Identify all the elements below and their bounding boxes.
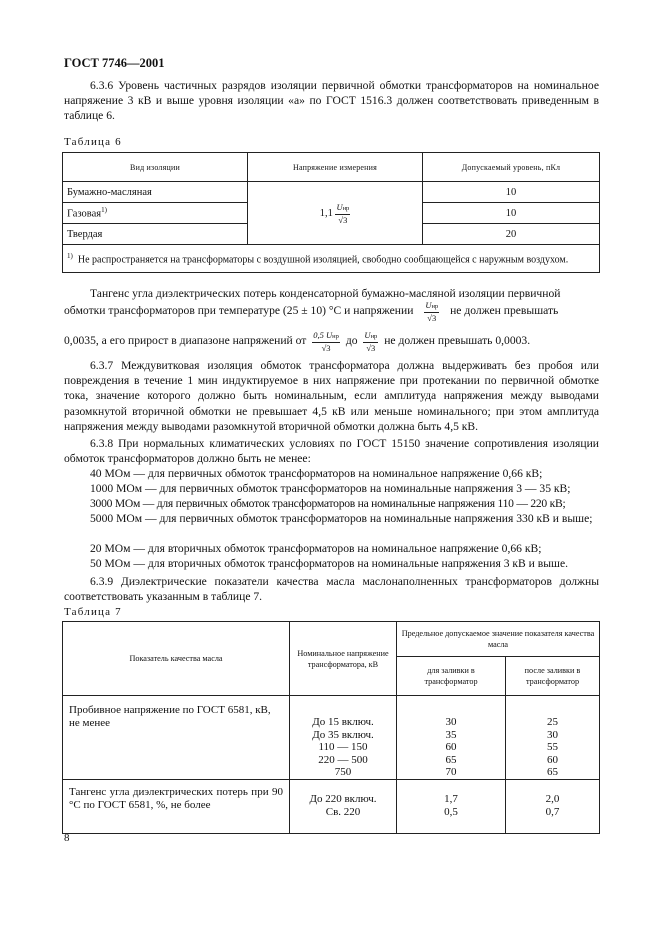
table6-row-level: 20	[423, 224, 600, 245]
table7-row-after: 25 30 55 60 65	[506, 696, 600, 780]
table7-row-after: 2,0 0,7	[506, 779, 600, 833]
table6-row-type: Газовая$^{1)}$	[63, 203, 248, 224]
table7-header-indicator: Показатель качества масла	[63, 622, 290, 696]
paragraph-6-3-8: 6.3.8 При нормальных климатических условиях по ГОСТ 15150 значение сопротивления изоляции обмоток трансформаторов должно быть не менее:	[64, 437, 599, 466]
table7-row-indicator: Пробивное напряжение по ГОСТ 6581, кВ, не менее	[63, 696, 290, 780]
table-7	[62, 621, 600, 834]
table7-header-after: после заливки в трансформатор	[506, 657, 600, 696]
unr-fraction: $\frac{\text{Uнр}}{√3}$	[364, 330, 378, 353]
table7-row-voltages: До 15 включ. До 35 включ. 110 — 150 220 — 500 750	[290, 696, 397, 780]
table7-header-before: для заливки в трансформатор	[397, 657, 506, 696]
table6-header-level: Допускаемый уровень, пКл	[423, 153, 600, 182]
table6-header-type: Вид изоляции	[63, 153, 248, 182]
table6-header-voltage: Напряжение измерения	[248, 153, 423, 182]
table6-row-level: 10	[423, 203, 600, 224]
tangent-line-3: 0,0035, а его прирост в диапазоне напряжений от $\frac{\text{0,5 Uнр}}{√3}$ до $\frac{\text{Uнр}}{√3}$ не должен превышать 0,0003.	[64, 330, 531, 353]
tangent-paragraph: Тангенс угла диэлектрических потерь конденсаторной бумажно-масляной изоляции первичной	[90, 287, 561, 300]
table6-row-type: Бумажно-масляная	[63, 182, 248, 203]
document-header: ГОСТ 7746—2001	[64, 56, 165, 70]
tangent-line-2: обмотки трансформаторов при температуре (25 ± 10) °С и напряжении $\frac{\text{Uнр}}{√3}$ не должен превышать	[64, 300, 559, 323]
table-6	[62, 152, 600, 273]
table6-footnote: $^{1)}$ Не распространяется на трансформаторы с воздушной изоляцией, свободно сообщающейся с наружным воздухом.	[63, 245, 600, 273]
paragraph-6-3-9: 6.3.9 Диэлектрические показатели качества масла маслонаполненных трансформаторов должны соответствовать указанным в таблице 7.	[64, 575, 599, 604]
resistance-item: 1000 МОм — для первичных обмоток трансформаторов на номинальные напряжения 3 — 35 кВ;	[90, 482, 571, 495]
table7-caption: Таблица 7	[64, 606, 122, 618]
resistance-item: 50 МОм — для вторичных обмоток трансформаторов на номинальные напряжения 3 кВ и выше.	[90, 557, 568, 570]
resistance-item: 5000 МОм — для первичных обмоток трансформаторов на номинальные напряжения 330 кВ и выше;	[90, 512, 593, 525]
page-number: 8	[64, 832, 70, 844]
paragraph-6-3-7: 6.3.7 Междувитковая изоляция обмоток трансформатора должна выдерживать без пробоя или повреждения в течение 1 мин индуктируемое в них напряжение при протекании по первичной обмотке тока, значение которого должно быть номинальным, если амплитуда напряжения между выводами разомкнутой вторичной обмотки не превышает 4,5 кВ или меньше номинального; при этом амплитуда напряжения между выводами разомкнутой вторичной обмотки должна быть 4,5 кВ.	[64, 359, 599, 433]
voltage-coefficient: 1,1	[319, 207, 333, 219]
table7-row-before: 30 35 60 65 70	[397, 696, 506, 780]
resistance-item: 20 МОм — для вторичных обмоток трансформаторов на номинальное напряжение 0,66 кВ;	[90, 542, 542, 555]
resistance-item: 3000 МОм — для первичных обмоток трансформаторов на номинальные напряжения 110 — 220 кВ;	[90, 497, 566, 510]
half-unr-fraction: $\frac{\text{0,5 Uнр}}{√3}$	[313, 330, 339, 353]
table7-header-limit: Предельное допускаемое значение показателя качества масла	[397, 622, 600, 657]
voltage-fraction: $\frac{\text{Uнр}}{√3}$	[336, 201, 350, 225]
table7-row-indicator: Тангенс угла диэлектрических потерь при 90 °С по ГОСТ 6581, %, не более	[63, 779, 290, 833]
table7-row-before: 1,7 0,5	[397, 779, 506, 833]
table6-row-type: Твердая	[63, 224, 248, 245]
unr-fraction: $\frac{\text{Uнр}}{√3}$	[425, 300, 439, 323]
paragraph-6-3-6: 6.3.6 Уровень частичных разрядов изоляции первичной обмотки трансформаторов на номинальное напряжение 3 кВ и выше уровня изоляции «а» по ГОСТ 1516.3 должен соответствовать приведенным в таблице 6.	[64, 79, 599, 123]
table6-voltage-cell	[248, 182, 423, 245]
table7-header-voltage: Номинальное напряжение трансформатора, кВ	[290, 622, 397, 696]
table6-caption: Таблица 6	[64, 136, 122, 148]
table6-row-level: 10	[423, 182, 600, 203]
table7-row-voltages: До 220 включ. Св. 220	[290, 779, 397, 833]
resistance-item: 40 МОм — для первичных обмоток трансформаторов на номинальное напряжение 0,66 кВ;	[90, 467, 543, 480]
